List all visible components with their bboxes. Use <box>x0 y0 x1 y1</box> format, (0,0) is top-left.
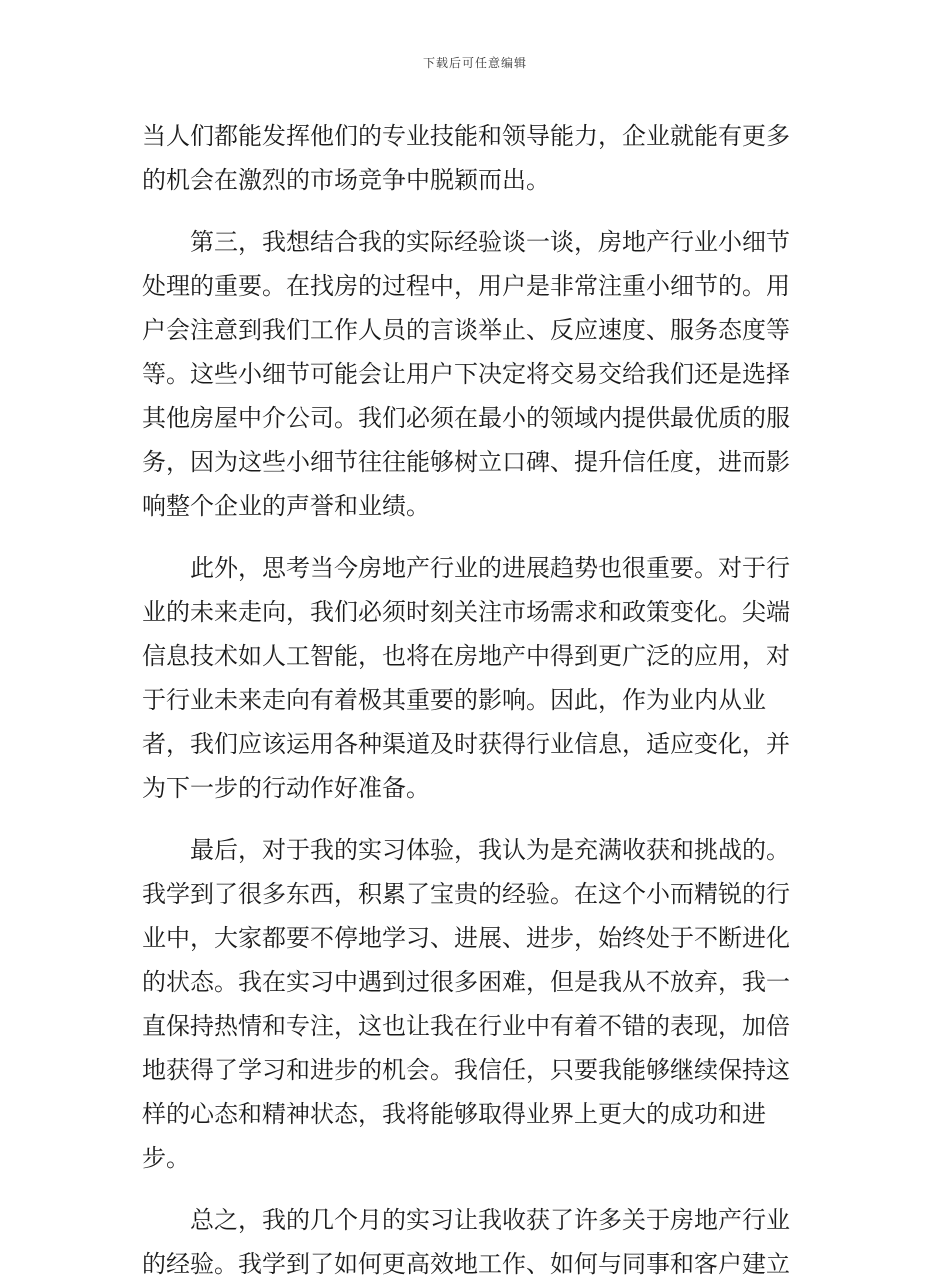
text-line: 信息技术如人工智能，也将在房地产中得到更广泛的应用，对 <box>142 642 790 670</box>
paragraph <box>142 220 814 528</box>
text-line: 此外，思考当今房地产行业的进展趋势也很重要。对于行 <box>142 554 790 582</box>
text-line: 的经验。我学到了如何更高效地工作、如何与同事和客户建立 <box>142 1250 790 1278</box>
paragraph <box>142 828 814 1180</box>
text-line: 者，我们应该运用各种渠道及时获得行业信息，适应变化，并 <box>142 730 790 758</box>
paragraph <box>142 546 814 810</box>
text-line: 响整个企业的声誉和业绩。 <box>142 492 430 520</box>
text-line: 为下一步的行动作好准备。 <box>142 774 430 802</box>
text-line: 于行业未来走向有着极其重要的影响。因此，作为业内从业 <box>142 686 766 714</box>
text-line: 户会注意到我们工作人员的言谈举止、反应速度、服务态度等 <box>142 316 790 344</box>
page-header: 下载后可任意编辑 <box>422 56 527 70</box>
text-line: 等。这些小细节可能会让用户下决定将交易交给我们还是选择 <box>142 360 790 388</box>
text-line: 其他房屋中介公司。我们必须在最小的领域内提供最优质的服 <box>142 404 790 432</box>
text-line: 的机会在激烈的市场竞争中脱颖而出。 <box>142 166 550 194</box>
text-line: 地获得了学习和进步的机会。我信任，只要我能够继续保持这 <box>142 1056 790 1084</box>
text-line: 当人们都能发挥他们的专业技能和领导能力，企业就能有更多 <box>142 122 790 150</box>
text-line: 务，因为这些小细节往往能够树立口碑、提升信任度，进而影 <box>142 448 790 476</box>
text-line: 样的心态和精神状态，我将能够取得业界上更大的成功和进 <box>142 1100 766 1128</box>
paragraph <box>142 114 814 202</box>
text-line: 第三，我想结合我的实际经验谈一谈，房地产行业小细节 <box>142 228 790 256</box>
text-line: 步。 <box>142 1144 190 1172</box>
text-line: 的状态。我在实习中遇到过很多困难，但是我从不放弃，我一 <box>142 968 790 996</box>
text-line: 直保持热情和专注，这也让我在行业中有着不错的表现，加倍 <box>142 1012 790 1040</box>
paragraph <box>142 1198 814 1286</box>
text-line: 总之，我的几个月的实习让我收获了许多关于房地产行业 <box>142 1206 790 1234</box>
text-line: 我学到了很多东西，积累了宝贵的经验。在这个小而精锐的行 <box>142 880 790 908</box>
document-body <box>142 114 814 1286</box>
text-line: 最后，对于我的实习体验，我认为是充满收获和挑战的。 <box>142 836 790 864</box>
text-line: 处理的重要。在找房的过程中，用户是非常注重小细节的。用 <box>142 272 790 300</box>
text-line: 业中，大家都要不停地学习、进展、进步，始终处于不断进化 <box>142 924 790 952</box>
text-line: 业的未来走向，我们必须时刻关注市场需求和政策变化。尖端 <box>142 598 790 626</box>
